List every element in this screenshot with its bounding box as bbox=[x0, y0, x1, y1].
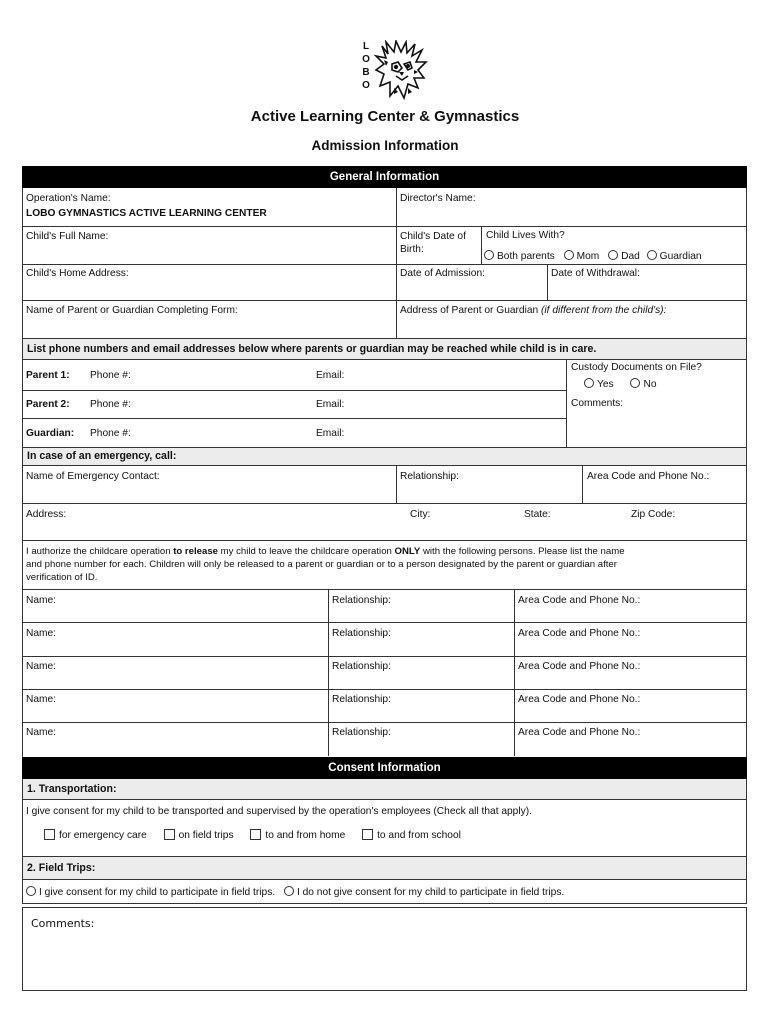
release-relationship-field[interactable]: Relationship: bbox=[332, 595, 391, 606]
radio-label: Guardian bbox=[659, 251, 702, 262]
logo-letter: B bbox=[362, 67, 370, 78]
guardian-phone-field[interactable]: Phone #: bbox=[90, 428, 131, 439]
logo-letter: O bbox=[362, 80, 370, 91]
radio-circle-icon bbox=[608, 250, 618, 260]
release-text: with the following persons. Please list the name bbox=[420, 546, 625, 557]
parent-2-phone-field[interactable]: Phone #: bbox=[90, 399, 131, 410]
emergency-phone-field[interactable]: Area Code and Phone No.: bbox=[587, 471, 710, 482]
transportation-heading: 1. Transportation: bbox=[23, 779, 746, 799]
logo-letter: L bbox=[362, 41, 370, 52]
checkbox-label: to and from school bbox=[377, 830, 461, 841]
checkbox-icon bbox=[164, 829, 175, 840]
radio-circle-icon bbox=[564, 250, 574, 260]
general-info-band: General Information bbox=[22, 166, 747, 188]
radio-guardian[interactable] bbox=[647, 251, 702, 262]
parent-1-phone-field[interactable]: Phone #: bbox=[90, 370, 131, 381]
radio-circle-icon bbox=[630, 378, 640, 388]
checkbox-icon bbox=[250, 829, 261, 840]
page-subtitle: Admission Information bbox=[311, 138, 459, 153]
withdrawal-date-field[interactable]: Date of Withdrawal: bbox=[551, 268, 640, 279]
release-name-field[interactable]: Name: bbox=[26, 595, 57, 606]
director-name-field[interactable]: Director's Name: bbox=[400, 193, 476, 204]
radio-circle-icon bbox=[284, 886, 294, 896]
emergency-zip-field[interactable]: Zip Code: bbox=[631, 509, 676, 520]
admission-date-field[interactable]: Date of Admission: bbox=[400, 268, 485, 279]
page-title: Active Learning Center & Gymnastics bbox=[250, 108, 520, 125]
checkbox-school[interactable] bbox=[362, 830, 461, 841]
logo bbox=[360, 40, 430, 104]
release-text: and phone number for each. Children will only be released to a parent or guardian or to a person designated by the parent or guardian after bbox=[26, 559, 617, 570]
guardian-label: Guardian: bbox=[26, 428, 75, 439]
release-name-field[interactable]: Name: bbox=[26, 694, 57, 705]
radio-circle-icon bbox=[584, 378, 594, 388]
release-name-field[interactable]: Name: bbox=[26, 661, 57, 672]
radio-field-trips-yes[interactable] bbox=[26, 887, 275, 898]
home-address-field[interactable]: Child's Home Address: bbox=[26, 268, 129, 279]
release-relationship-field[interactable]: Relationship: bbox=[332, 694, 391, 705]
wolf-logo-icon bbox=[374, 40, 428, 104]
release-phone-field[interactable]: Area Code and Phone No.: bbox=[518, 661, 641, 672]
release-phone-field[interactable]: Area Code and Phone No.: bbox=[518, 727, 641, 738]
parent-address-note: (if different from the child's): bbox=[541, 305, 667, 316]
release-relationship-field[interactable]: Relationship: bbox=[332, 661, 391, 672]
checkbox-label: for emergency care bbox=[59, 830, 147, 841]
emergency-city-field[interactable]: City: bbox=[410, 509, 431, 520]
release-name-field[interactable]: Name: bbox=[26, 628, 57, 639]
release-text: verification of ID. bbox=[26, 572, 98, 583]
parent-1-email-field[interactable]: Email: bbox=[316, 370, 345, 381]
radio-label: No bbox=[643, 379, 657, 390]
radio-dad[interactable] bbox=[608, 251, 640, 262]
release-phone-field[interactable]: Area Code and Phone No.: bbox=[518, 694, 641, 705]
operation-name-label: Operation's Name: bbox=[26, 193, 111, 204]
checkbox-label: to and from home bbox=[265, 830, 346, 841]
comments-box[interactable] bbox=[22, 907, 747, 991]
transportation-options bbox=[44, 829, 461, 842]
child-name-field[interactable]: Child's Full Name: bbox=[26, 231, 109, 242]
radio-circle-icon bbox=[484, 250, 494, 260]
emergency-address-field[interactable]: Address: bbox=[26, 509, 67, 520]
release-phone-field[interactable]: Area Code and Phone No.: bbox=[518, 628, 641, 639]
release-phone-field[interactable]: Area Code and Phone No.: bbox=[518, 595, 641, 606]
radio-field-trips-no[interactable] bbox=[284, 887, 564, 898]
emergency-contact-field[interactable]: Name of Emergency Contact: bbox=[26, 471, 160, 482]
checkbox-icon bbox=[362, 829, 373, 840]
field-trips-options bbox=[26, 886, 564, 899]
logo-letter: O bbox=[362, 54, 370, 65]
release-relationship-field[interactable]: Relationship: bbox=[332, 727, 391, 738]
field-trips-heading: 2. Field Trips: bbox=[23, 857, 746, 879]
radio-custody-no[interactable] bbox=[630, 379, 656, 390]
radio-custody-yes[interactable] bbox=[584, 379, 614, 390]
parent-2-label: Parent 2: bbox=[26, 399, 70, 410]
child-dob-field[interactable]: Birth: bbox=[400, 244, 424, 255]
checkbox-field-trips[interactable] bbox=[164, 830, 234, 841]
transportation-text: I give consent for my child to be transported and supervised by the operation's employees (Check all that apply). bbox=[26, 806, 532, 817]
custody-label: Custody Documents on File? bbox=[571, 362, 702, 373]
comments-label: Comments: bbox=[31, 917, 95, 930]
release-text: I authorize the childcare operation bbox=[26, 546, 174, 557]
checkbox-home[interactable] bbox=[250, 830, 345, 841]
release-emphasis: to release bbox=[173, 546, 219, 557]
lives-with-options bbox=[484, 250, 702, 263]
parent-completing-field[interactable]: Name of Parent or Guardian Completing Form: bbox=[26, 305, 238, 316]
emergency-relationship-field[interactable]: Relationship: bbox=[400, 471, 459, 482]
parent-address-field[interactable] bbox=[400, 305, 666, 317]
radio-label: Yes bbox=[597, 379, 614, 390]
operation-name-value[interactable]: LOBO GYMNASTICS ACTIVE LEARNING CENTER bbox=[26, 208, 267, 219]
radio-label: Dad bbox=[621, 251, 640, 262]
emergency-state-field[interactable]: State: bbox=[524, 509, 551, 520]
child-dob-label: Child's Date of bbox=[400, 231, 466, 242]
radio-both-parents[interactable] bbox=[484, 251, 555, 262]
emergency-band: In case of an emergency, call: bbox=[23, 448, 746, 465]
radio-circle-icon bbox=[647, 250, 657, 260]
consent-info-band: Consent Information bbox=[22, 757, 747, 779]
radio-label: Mom bbox=[576, 251, 600, 262]
release-text: my child to leave the childcare operation bbox=[218, 546, 395, 557]
radio-label: I give consent for my child to participate in field trips. bbox=[39, 887, 276, 898]
checkbox-icon bbox=[44, 829, 55, 840]
radio-mom[interactable] bbox=[564, 251, 600, 262]
release-relationship-field[interactable]: Relationship: bbox=[332, 628, 391, 639]
guardian-email-field[interactable]: Email: bbox=[316, 428, 345, 439]
parent-2-email-field[interactable]: Email: bbox=[316, 399, 345, 410]
release-emphasis: ONLY bbox=[394, 546, 421, 557]
custody-options bbox=[584, 378, 657, 391]
radio-label: Both parents bbox=[497, 251, 555, 262]
parent-address-label: Address of Parent or Guardian bbox=[400, 305, 542, 316]
checkbox-label: on field trips bbox=[178, 830, 234, 841]
release-name-field[interactable]: Name: bbox=[26, 727, 57, 738]
release-paragraph bbox=[26, 545, 746, 584]
radio-label: I do not give consent for my child to participate in field trips. bbox=[296, 887, 565, 898]
lives-with-label: Child Lives With? bbox=[486, 230, 565, 241]
radio-circle-icon bbox=[26, 886, 36, 896]
phones-instruction: List phone numbers and email addresses below where parents or guardian may be reached while child is in care. bbox=[23, 339, 746, 359]
checkbox-emergency-care[interactable] bbox=[44, 830, 147, 841]
custody-comments-field[interactable]: Comments: bbox=[571, 398, 624, 409]
parent-1-label: Parent 1: bbox=[26, 370, 70, 381]
